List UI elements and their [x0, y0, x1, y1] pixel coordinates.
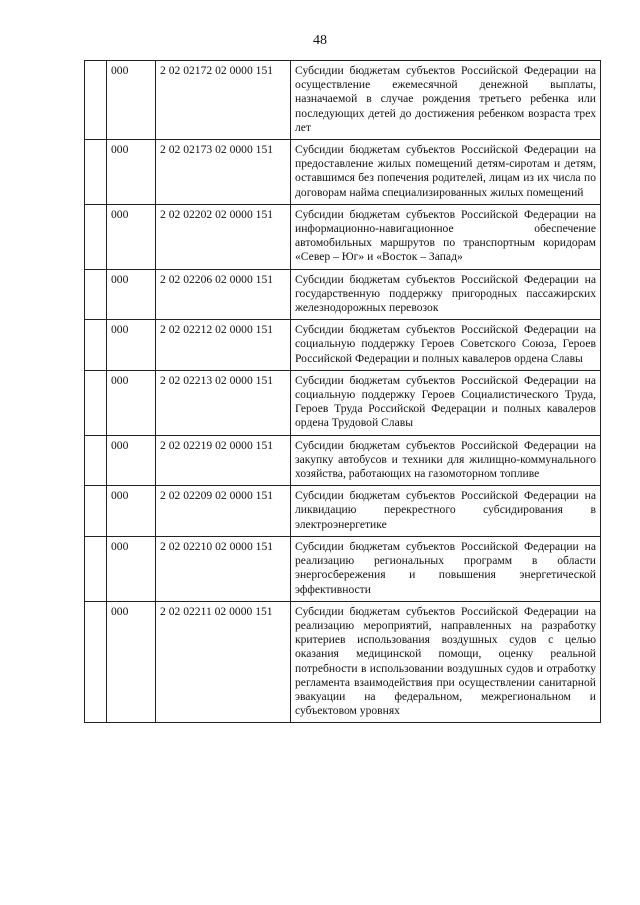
table-row	[85, 61, 601, 140]
revenue-name-cell: Субсидии бюджетам субъектов Российской Федерации на предоставление жилых помещений детям-сиротам и детям, оставшимся без попечения родителей, лицам из их числа по договорам найма специализированных жилых помещений	[291, 140, 601, 205]
blank-cell	[85, 140, 107, 205]
table-row	[85, 204, 601, 269]
admin-code-cell: 000	[107, 320, 156, 371]
budget-code-cell: 2 02 02209 02 0000 151	[156, 486, 291, 537]
table-row	[85, 536, 601, 601]
revenue-name-cell: Субсидии бюджетам субъектов Российской Федерации на информационно-навигационное обеспечение автомобильных маршрутов по транспортным коридорам «Север – Юг» и «Восток – Запад»	[291, 204, 601, 269]
blank-cell	[85, 204, 107, 269]
revenue-name-cell: Субсидии бюджетам субъектов Российской Федерации на закупку автобусов и техники для жилищно-коммунального хозяйства, работающих на газомоторном топливе	[291, 435, 601, 486]
admin-code-cell: 000	[107, 536, 156, 601]
blank-cell	[85, 320, 107, 371]
table-row	[85, 601, 601, 723]
revenue-name-cell: Субсидии бюджетам субъектов Российской Федерации на реализацию мероприятий, направленных на разработку критериев использования воздушных судов с целью оказания медицинской помощи, оценку реальной потребности в использовании воздушных судов и отработку регламента взаимодействия при осуществлении санитарной эвакуации на федеральном, межрегиональном и субъектовом уровнях	[291, 601, 601, 723]
budget-code-cell: 2 02 02213 02 0000 151	[156, 370, 291, 435]
admin-code-cell: 000	[107, 140, 156, 205]
admin-code-cell: 000	[107, 486, 156, 537]
budget-code-cell: 2 02 02219 02 0000 151	[156, 435, 291, 486]
admin-code-cell: 000	[107, 269, 156, 320]
table-row	[85, 486, 601, 537]
admin-code-cell: 000	[107, 435, 156, 486]
budget-code-cell: 2 02 02202 02 0000 151	[156, 204, 291, 269]
blank-cell	[85, 601, 107, 723]
page-number: 48	[313, 33, 327, 48]
admin-code-cell: 000	[107, 370, 156, 435]
budget-code-cell: 2 02 02210 02 0000 151	[156, 536, 291, 601]
admin-code-cell: 000	[107, 601, 156, 723]
table-row	[85, 140, 601, 205]
table-row	[85, 370, 601, 435]
budget-code-cell: 2 02 02206 02 0000 151	[156, 269, 291, 320]
table-row	[85, 320, 601, 371]
table-row	[85, 269, 601, 320]
admin-code-cell: 000	[107, 204, 156, 269]
blank-cell	[85, 486, 107, 537]
budget-code-cell: 2 02 02212 02 0000 151	[156, 320, 291, 371]
blank-cell	[85, 536, 107, 601]
budget-code-cell: 2 02 02211 02 0000 151	[156, 601, 291, 723]
budget-classification-table	[84, 60, 601, 723]
table-row	[85, 435, 601, 486]
budget-code-cell: 2 02 02173 02 0000 151	[156, 140, 291, 205]
blank-cell	[85, 435, 107, 486]
budget-code-cell: 2 02 02172 02 0000 151	[156, 61, 291, 140]
blank-cell	[85, 269, 107, 320]
revenue-name-cell: Субсидии бюджетам субъектов Российской Федерации на осуществление ежемесячной денежной выплаты, назначаемой в случае рождения третьего ребенка или последующих детей до достижения ребенком возраста трех лет	[291, 61, 601, 140]
revenue-name-cell: Субсидии бюджетам субъектов Российской Федерации на реализацию региональных программ в области энергосбережения и повышения энергетической эффективности	[291, 536, 601, 601]
blank-cell	[85, 61, 107, 140]
revenue-name-cell: Субсидии бюджетам субъектов Российской Федерации на ликвидацию перекрестного субсидирования в электроэнергетике	[291, 486, 601, 537]
revenue-name-cell: Субсидии бюджетам субъектов Российской Федерации на социальную поддержку Героев Социалистического Труда, Героев Труда Российской Федерации и полных кавалеров ордена Трудовой Славы	[291, 370, 601, 435]
revenue-name-cell: Субсидии бюджетам субъектов Российской Федерации на государственную поддержку пригородных пассажирских железнодорожных перевозок	[291, 269, 601, 320]
revenue-name-cell: Субсидии бюджетам субъектов Российской Федерации на социальную поддержку Героев Советского Союза, Героев Российской Федерации и полных кавалеров ордена Славы	[291, 320, 601, 371]
admin-code-cell: 000	[107, 61, 156, 140]
blank-cell	[85, 370, 107, 435]
